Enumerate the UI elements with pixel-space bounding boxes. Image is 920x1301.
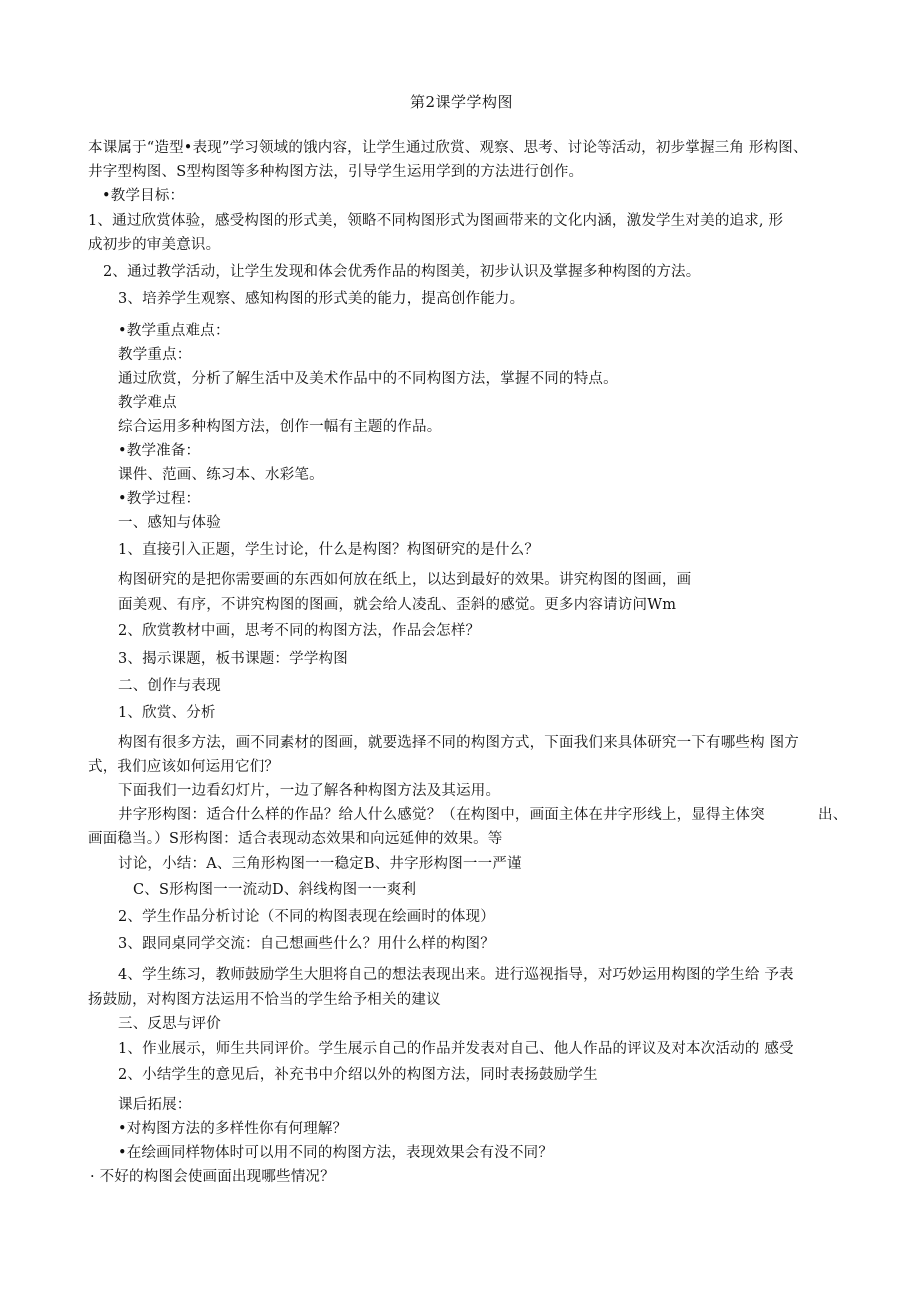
methods-line-2: 式，我们应该如何运用它们？ bbox=[88, 759, 280, 775]
preparation-text: 课件、范画、练习本、水彩笔。 bbox=[118, 467, 324, 483]
step-3-1: 1、作业展示，师生共同评价。学生展示自己的作品并发表对自己、他人作品的评议及对本次活动的 感受 bbox=[118, 1041, 794, 1057]
key-point-text: 通过欣赏，分析了解生活中及美术作品中的不同构图方法，掌握不同的特点。 bbox=[118, 371, 618, 387]
section-heading-key-points: •教学重点难点： bbox=[118, 323, 230, 339]
jing-composition-line-end: 出、 bbox=[818, 807, 848, 823]
s-composition-line: 画面稳当。）S形构图：适合表现动态效果和向远延伸的效果。等 bbox=[88, 831, 503, 847]
step-2-2: 2、学生作品分析讨论（不同的构图表现在绘画时的体现） bbox=[118, 909, 495, 925]
explanation-line-2: 面美观、有序，不讲究构图的图画，就会给人凌乱、歪斜的感觉。更多内容请访问Wm bbox=[118, 597, 677, 613]
step-1-1: 1、直接引入正题，学生讨论，什么是构图？构图研究的是什么？ bbox=[118, 542, 540, 558]
subheading-key-point: 教学重点： bbox=[118, 347, 192, 363]
jing-composition-line: 井字形构图：适合什么样的作品？给人什么感觉？（在构图中，画面主体在井字形线上，显得主体突 bbox=[118, 807, 765, 823]
step-1-2: 2、欣赏教材中画，思考不同的构图方法，作品会怎样？ bbox=[118, 623, 481, 639]
section-heading-objectives: •教学目标： bbox=[102, 188, 185, 204]
subheading-difficulty: 教学难点 bbox=[118, 395, 177, 411]
extension-question-3: · 不好的构图会使画面出现哪些情况？ bbox=[90, 1169, 335, 1185]
section-heading-process: •教学过程： bbox=[118, 491, 201, 507]
intro-line-1: 本课属于“造型•表现”学习领域的饿内容，让学生通过欣赏、观察、思考、讨论等活动，初步掌握三角 形构图、 bbox=[88, 140, 808, 156]
objective-1-line-1: 1、通过欣赏体验，感受构图的形式美，领略不同构图形式为图画带来的文化内涵，激发学生对美的追求, 形 bbox=[88, 213, 784, 229]
extension-question-2: •在绘画同样物体时可以用不同的构图方法，表现效果会有没不同？ bbox=[118, 1145, 554, 1161]
objective-2: 2、通过教学活动，让学生发现和体会优秀作品的构图美，初步认识及掌握多种构图的方法。 bbox=[103, 264, 701, 280]
part-3-heading: 三、反思与评价 bbox=[118, 1016, 221, 1032]
objective-3: 3、培养学生观察、感知构图的形式美的能力，提高创作能力。 bbox=[118, 291, 525, 307]
difficulty-text: 综合运用多种构图方法，创作一幅有主题的作品。 bbox=[118, 419, 442, 435]
summary-line-1: 讨论，小结：A、三角形构图一一稳定B、井字形构图一一严谨 bbox=[118, 856, 522, 872]
step-2-4-line-2: 扬鼓励，对构图方法运用不恰当的学生给予相关的建议 bbox=[88, 992, 441, 1008]
document-title: 第2课学学构图 bbox=[410, 93, 514, 111]
step-2-1: 1、欣赏、分析 bbox=[118, 705, 216, 721]
part-1-heading: 一、感知与体验 bbox=[118, 515, 221, 531]
step-2-4-line-1: 4、学生练习，教师鼓励学生大胆将自己的想法表现出来。进行巡视指导，对巧妙运用构图的学生给 予表 bbox=[118, 967, 794, 983]
explanation-line-1: 构图研究的是把你需要画的东西如何放在纸上，以达到最好的效果。讲究构图的图画，画 bbox=[118, 572, 692, 588]
slides-line: 下面我们一边看幻灯片，一边了解各种构图方法及其运用。 bbox=[118, 783, 501, 799]
intro-line-2: 井字型构图、S型构图等多种构图方法，引导学生运用学到的方法进行创作。 bbox=[88, 164, 584, 180]
section-heading-preparation: •教学准备： bbox=[118, 443, 201, 459]
step-2-3: 3、跟同桌同学交流：自己想画些什么？用什么样的构图？ bbox=[118, 936, 495, 952]
step-1-3: 3、揭示课题，板书课题：学学构图 bbox=[118, 651, 348, 667]
part-2-heading: 二、创作与表现 bbox=[118, 678, 221, 694]
summary-line-2: C、S形构图一一流动D、斜线构图一一爽利 bbox=[133, 882, 417, 898]
methods-line-1: 构图有很多方法，画不同素材的图画，就要选择不同的构图方式，下面我们来具体研究一下有哪些构 图方 bbox=[118, 735, 800, 751]
extension-question-1: •对构图方法的多样性你有何理解？ bbox=[118, 1121, 348, 1137]
step-3-2: 2、小结学生的意见后，补充书中介绍以外的构图方法，同时表扬鼓励学生 bbox=[118, 1067, 598, 1083]
objective-1-line-2: 成初步的审美意识。 bbox=[88, 237, 221, 253]
extension-heading: 课后拓展： bbox=[118, 1097, 192, 1113]
